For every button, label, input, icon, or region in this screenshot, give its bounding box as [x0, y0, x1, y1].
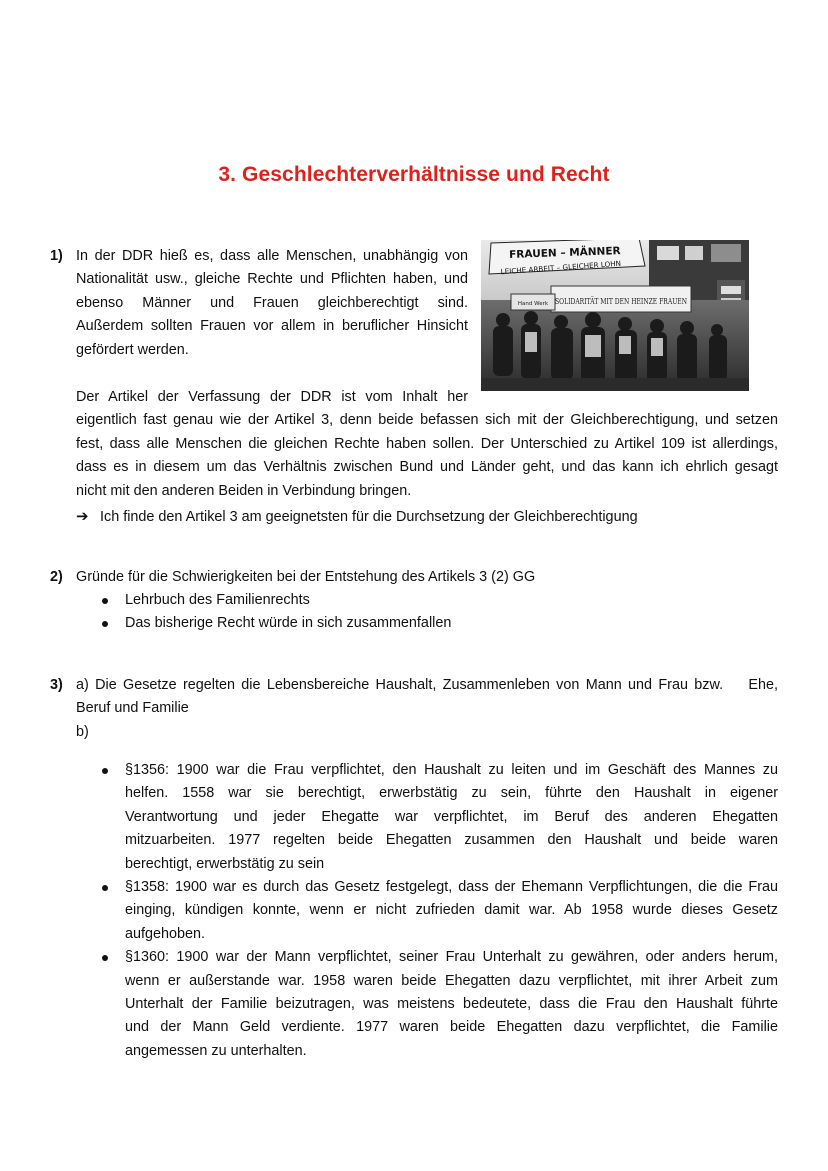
- list-item-line: Unterhalt der Familie beizutragen, was meistens bedeutete, dass die Frau den Haushalt führte: [125, 996, 778, 1013]
- list-item-line: aufgehoben.: [125, 925, 206, 942]
- list-item-line: angemessen zu unterhalten.: [125, 1042, 307, 1059]
- banner-text: Hand Werk: [517, 301, 549, 307]
- banner-text: LEICHE ARBEIT – GLEICHER LOHN: [500, 258, 622, 277]
- list-item-text: Das bisherige Recht würde in sich zusammenfallen: [125, 615, 452, 632]
- list-item-line: mitzuarbeiten. 1977 regelten beide Ehegatten zusammen den Haushalt und beide waren: [125, 832, 778, 849]
- section-3-list: [125, 759, 778, 1063]
- list-item: [125, 612, 451, 635]
- page-title: 3. Geschlechterverhältnisse und Recht: [218, 163, 610, 186]
- list-item-line: §1356: 1900 war die Frau verpflichtet, den Haushalt zu leiten und im Geschäft des Mannes zu: [125, 762, 778, 778]
- protest-photo-image: [481, 240, 749, 391]
- conclusion-text: Ich finde den Artikel 3 am geeignetsten für die Durchsetzung der Gleichberechtigung: [100, 509, 638, 525]
- list-item-text: Lehrbuch des Familienrechts: [125, 592, 310, 608]
- bullet-icon: [102, 955, 108, 961]
- section-3-a-line: Beruf und Familie: [76, 700, 189, 717]
- banner-text: SOLIDARITÄT MIT DEN HEINZE FRAUEN: [555, 297, 687, 306]
- paragraph-line: fest, dass alle Menschen die gleichen Rechte haben sollen. Der Unterschied zu Artikel 109 ist allerdings,: [76, 435, 778, 452]
- list-item: [125, 759, 778, 876]
- bullet-icon: [102, 885, 108, 891]
- section-2-number: 2): [50, 569, 63, 585]
- section-3-a-line: a) Die Gesetze regelten die Lebensbereiche Haushalt, Zusammenleben von Mann und Frau bzw. Ehe,: [76, 677, 778, 693]
- paragraph-line: eigentlich fast genau wie der Artikel 3, denn beide befassen sich mit der Gleichberechtigung, und setzen: [76, 412, 778, 429]
- list-item: [125, 946, 778, 1063]
- section-2-list: [125, 589, 451, 636]
- intro-line: gefördert werden.: [76, 341, 189, 358]
- list-item-line: und der Mann Geld verdiente. 1977 waren beide Ehegatten dazu verpflichtet, die Familie: [125, 1019, 778, 1036]
- section-3-a: [76, 674, 778, 744]
- paragraph-line: dass es in diesem um das Verhältnis zwischen Bund und Länder geht, und das kann ich ehrlich gesagt: [76, 459, 778, 476]
- list-item-line: Verantwortung und jeder Ehegatte war verpflichtet, im Beruf des anderen Ehegatten: [125, 808, 778, 825]
- intro-line: Nationalität usw., gleiche Rechte und Pflichten haben, und: [76, 271, 468, 288]
- list-item-line: §1358: 1900 war es durch das Gesetz festgelegt, dass der Ehemann Verpflichtungen, die die Frau: [125, 879, 778, 896]
- paragraph-line: Der Artikel der Verfassung der DDR ist vom Inhalt her: [76, 389, 468, 405]
- section-3-b-label: b): [76, 723, 89, 740]
- list-item: [125, 589, 451, 612]
- list-item-line: berechtigt, erwerbstätig zu sein: [125, 855, 325, 872]
- intro-line: In der DDR hieß es, dass alle Menschen, unabhängig von: [76, 248, 468, 264]
- list-item-line: wenn er außerstande war. 1958 waren beide Ehegatten dazu verpflichtet, mit ihrer Arbeit zum: [125, 972, 778, 989]
- protest-photo: [481, 240, 749, 391]
- bullet-icon: [102, 768, 108, 774]
- bullet-icon: [102, 621, 108, 627]
- section-1-paragraph: [76, 386, 778, 503]
- list-item: [125, 876, 778, 946]
- banner-text: FRAUEN – MÄNNER: [508, 245, 621, 261]
- section-1-intro: [76, 245, 468, 362]
- paragraph-line: nicht mit den anderen Beiden in Verbindung bringen.: [76, 482, 412, 499]
- section-3-number: 3): [50, 677, 63, 693]
- section-2-heading: Gründe für die Schwierigkeiten bei der Entstehung des Artikels 3 (2) GG: [76, 569, 536, 585]
- list-item-line: helfen. 1558 war sie berechtigt, erwerbstätig zu sein, führte den Haushalt in eigener: [125, 785, 778, 802]
- arrow-right-icon: ➔: [76, 508, 89, 525]
- intro-line: ebenso Männer und Frauen gleichberechtigt sind.: [76, 294, 468, 311]
- list-item-line: einging, kündigen konnte, wenn er nicht zufrieden damit war. Ab 1958 wurde dieses Gesetz: [125, 902, 778, 919]
- intro-line: Außerdem sollten Frauen vor allem in beruflicher Hinsicht: [76, 318, 468, 335]
- bullet-icon: [102, 598, 108, 604]
- conclusion: [76, 505, 638, 529]
- section-1-number: 1): [50, 248, 63, 264]
- list-item-line: §1360: 1900 war der Mann verpflichtet, seiner Frau Unterhalt zu gewähren, oder anders herum,: [125, 949, 778, 966]
